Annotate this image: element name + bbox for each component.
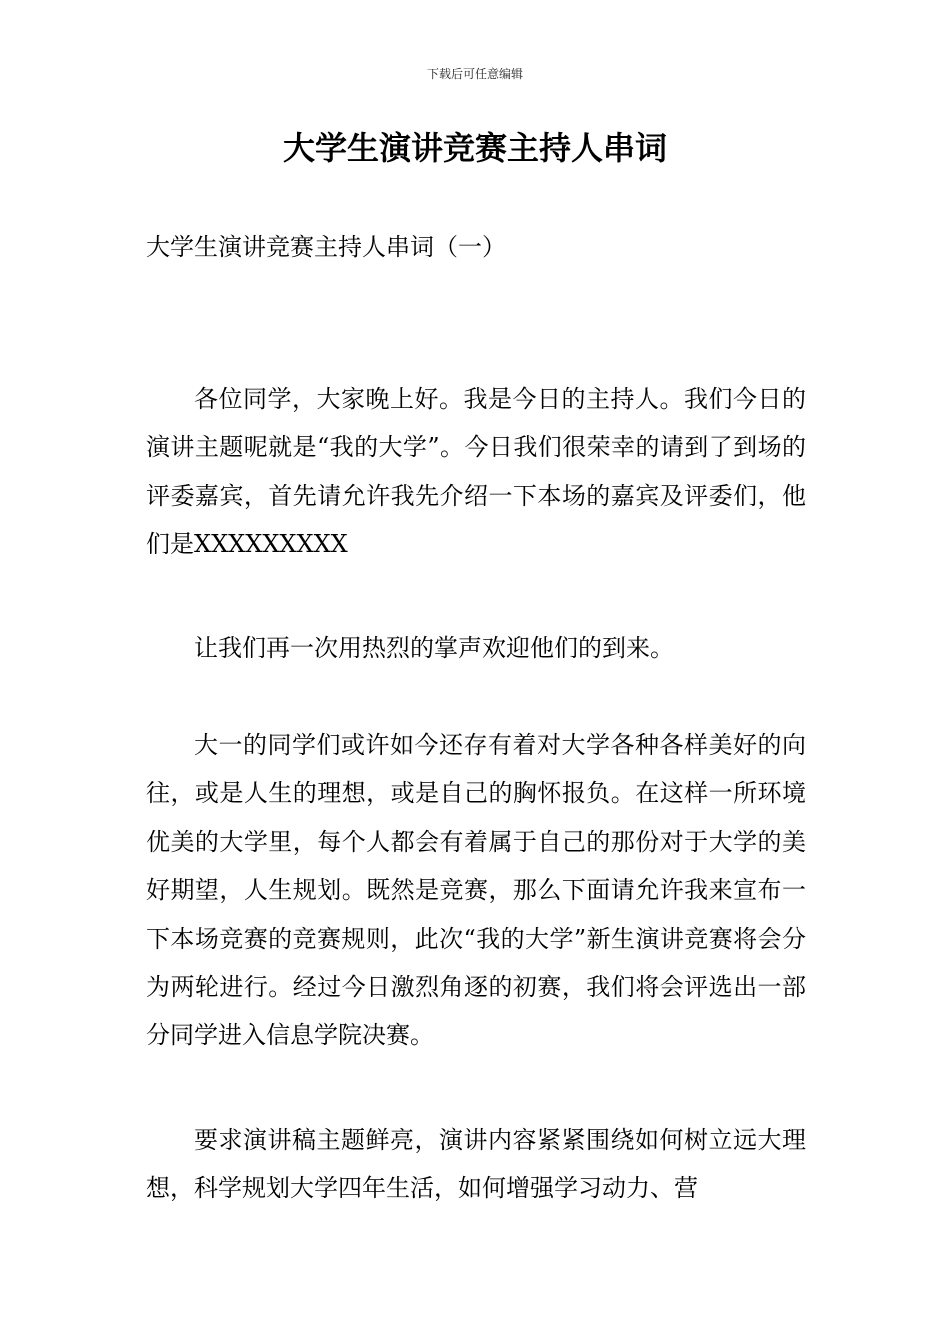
paragraph-2: 让我们再一次用热烈的掌声欢迎他们的到来。 xyxy=(194,634,674,662)
paragraph-3: 大一的同学们或许如今还存有着对大学各种各样美好的向往，或是人生的理想，或是自己的胸怀报负。在这样一所环境优美的大学里，每个人都会有着属于自己的那份对于大学的美好期望，人生规划。既然是竞赛，那么下面请允许我来宣布一下本场竞赛的竞赛规则，此次“我的大学”新生演讲竞赛将会分为两轮进行。经过今日激烈角逐的初赛，我们将会评选出一部分同学进入信息学院决赛。 xyxy=(146,731,806,1050)
document-title: 大学生演讲竞赛主持人串词 xyxy=(282,129,667,167)
paragraph-1: 各位同学，大家晚上好。我是今日的主持人。我们今日的演讲主题呢就是“我的大学”。今日我们很荣幸的请到了到场的评委嘉宾，首先请允许我先介绍一下本场的嘉宾及评委们，他们是XXXXXXXXX xyxy=(146,385,806,559)
section-subtitle: 大学生演讲竞赛主持人串词（一） xyxy=(146,233,506,261)
paragraph-4: 要求演讲稿主题鲜亮，演讲内容紧紧围绕如何树立远大理想，科学规划大学四年生活，如何增强学习动力、营 xyxy=(146,1126,806,1203)
header-note: 下载后可任意编辑 xyxy=(426,67,523,81)
